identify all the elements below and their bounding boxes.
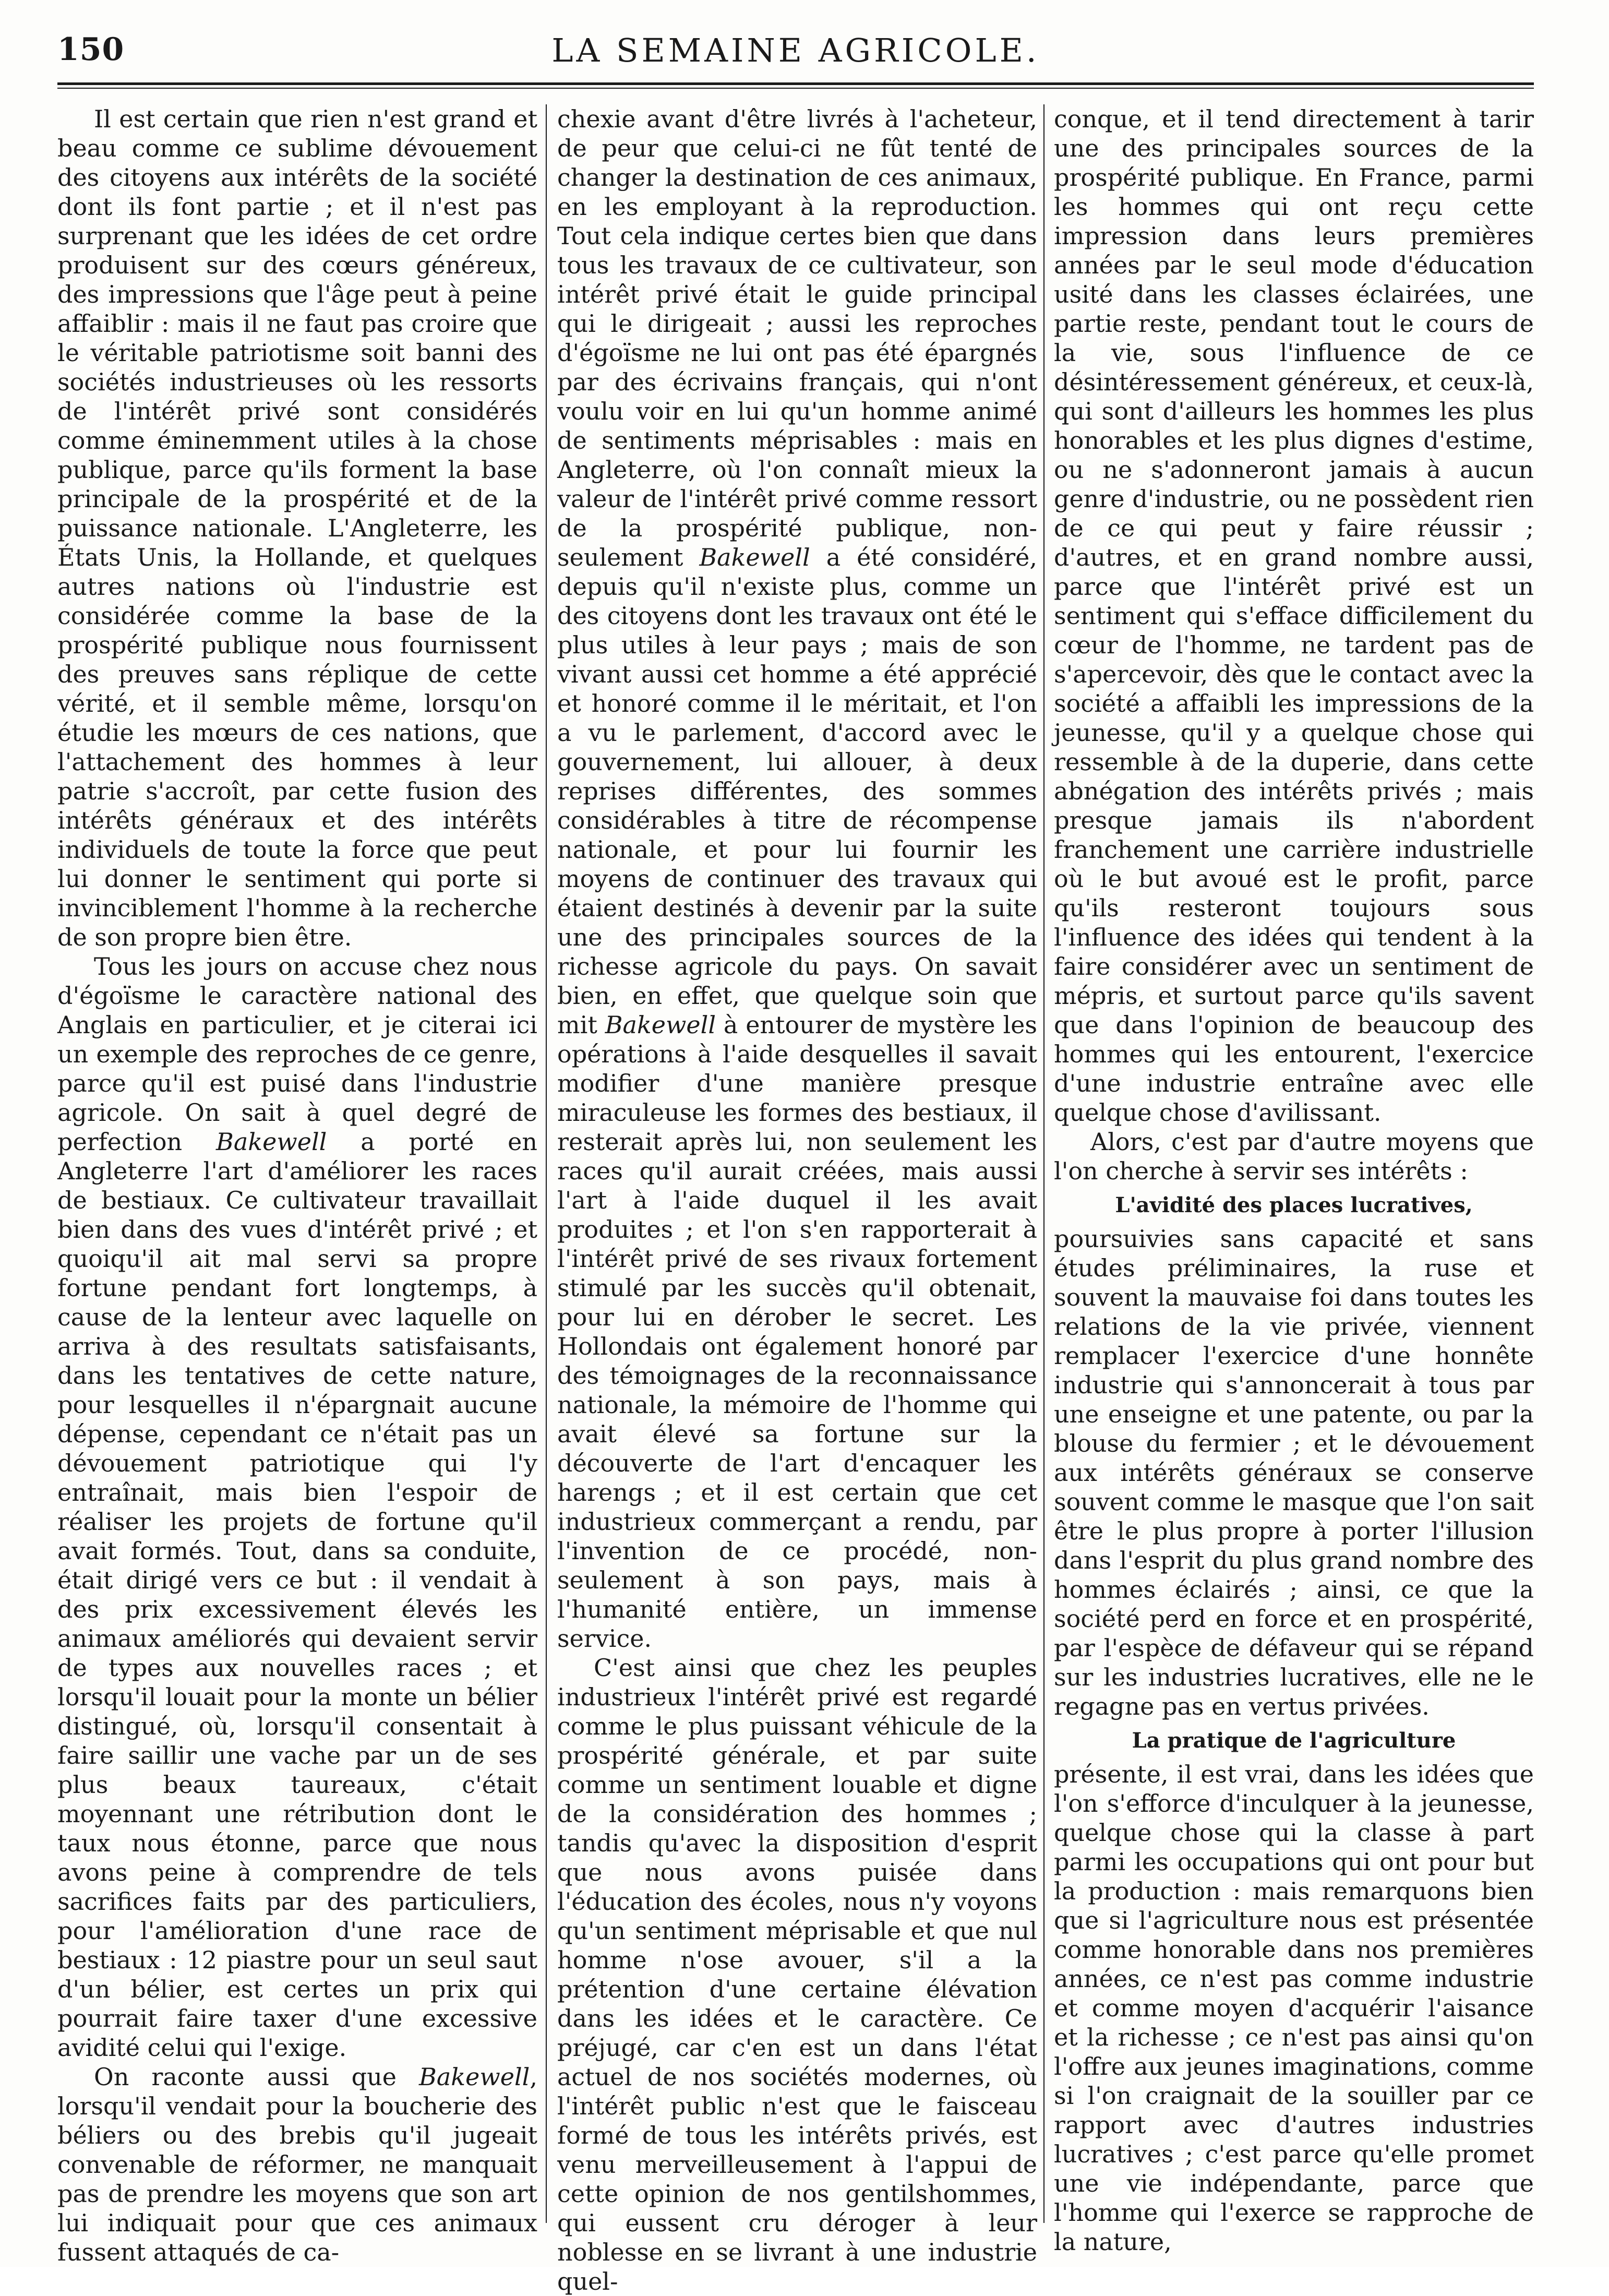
section-heading: L'avidité des places lucratives, [1115, 1193, 1473, 1217]
paragraph [557, 104, 1037, 1653]
column-divider [546, 104, 547, 2223]
section-heading: La pratique de l'agriculture [1132, 1728, 1456, 1753]
text-run: a été considéré, depuis qu'il n'existe plus, comme un des citoyens dont les travaux ont été le plus utiles à leur pays ; mais de son vivant aussi cet homme a été apprécié et honoré comme il le méritait, et l'on a vu le parlement, d'accord avec le gouvernement, lui allouer, à deux reprises différentes, des sommes considérables à titre de récompense nationale, et pour lui fournir les moyens de continuer des travaux qui étaient destinés à devenir par la suite une des principales sources de la richesse agricole du pays. On savait bien, en effet, que quelque soin que mit [557, 543, 1037, 1039]
paragraph: présente, il est vrai, dans les idées que l'on s'efforce d'inculquer à la jeunesse, quelque chose qui la classe à part parmi les occupations qui ont pour but la production : mais remarquons bien que si l'agriculture nous est présentée comme honorable dans nos premières années, ce n'est pas comme industrie et comme moyen d'acquérir l'aisance et la richesse ; ce n'est pas ainsi qu'on l'offre aux jeunes imaginations, comme si l'on craignait de la souiller par ce rapport avec d'autres industries lucratives ; c'est parce qu'elle promet une vie indépendante, parce que l'homme qui l'exerce se rapproche de la nature, [1054, 1760, 1534, 2256]
person-name: Bakewell [419, 2063, 530, 2091]
text-run: a porté en Angleterre l'art d'améliorer les races de bestiaux. Ce cultivateur travaillait bien dans des vues d'intérêt privé ; et quoiqu'il ait mal servi sa propre fortune pendant fort longtemps, à cause de la lenteur avec laquelle on arriva à des resultats satisfaisants, dans les tentatives de cette nature, pour lesquelles il n'épargnait aucune dépense, cependant ce n'était pas un dévouement patriotique qui l'y entraînait, mais bien l'espoir de réaliser les projets de fortune qu'il avait formés. Tout, dans sa conduite, était dirigé vers ce but : il vendait à des prix excessivement élevés les animaux améliorés qui devaient servir de types aux nouvelles races ; et lorsqu'il louait pour la monte un bélier distingué, où, lorsqu'il consentait à faire saillir une vache par un de ses plus beaux taureaux, c'était moyennant une rétribution dont le taux nous étonne, parce que nous avons peine à comprendre de tels sacrifices faits par des particuliers, pour l'amélioration d'une race de bestiaux : 12 piastre pour un seul saut d'un bélier, est certes un prix qui pourrait faire taxer d'une excessive avidité celui qui l'exige. [57, 1128, 538, 2062]
paragraph: conque, et il tend directement à tarir une des principales sources de la prospérité publique. En France, parmi les hommes qui ont reçu cette impression dans leurs premières années par le seul mode d'éducation usité dans les classes éclairées, une partie reste, pendant tout le cours de la vie, sous l'influence de ce désintéressement généreux, et ceux-là, qui sont d'ailleurs les hommes les plus honorables et les plus dignes d'estime, ou ne s'adonneront jamais à aucun genre d'industrie, ou ne possèdent rien de ce qui peut y faire réussir ; d'autres, et en grand nombre aussi, parce que l'intérêt privé est un sentiment qui s'efface difficilement du cœur de l'homme, ne tardent pas de s'apercevoir, dès que le contact avec la société a affaibli les impressions de la jeunesse, qu'il y a quelque chose qui ressemble à de la duperie, dans cette abnégation des intérêts privés ; mais presque jamais ils n'abordent franchement une carrière industrielle où le but avoué est le profit, parce qu'ils resteront toujours sous l'influence des idées qui tendent à la faire considérer avec un sentiment de mépris, et surtout parce qu'ils savent que dans l'opinion de beaucoup des hommes qui les entourent, l'exercice d'une industrie entraîne avec elle quelque chose d'avilissant. [1054, 105, 1534, 1127]
paragraph [57, 952, 537, 2062]
journal-title: LA SEMAINE AGRICOLE. [551, 31, 1040, 69]
person-name: Bakewell [216, 1128, 327, 1156]
page-header [57, 31, 1534, 73]
text-run: chexie avant d'être livrés à l'acheteur, de peur que celui-ci ne fût tenté de changer la destination de ces animaux, en les employant à la reproduction. Tout cela indique certes bien que dans tous les travaux de ce cultivateur, son intérêt privé était le guide principal qui le dirigeait ; aussi les reproches d'égoïsme ne lui ont pas été épargnés par des écrivains français, qui n'ont voulu voir en lui qu'un homme animé de sentiments méprisables : mais en Angleterre, où l'on connaît mieux la valeur de l'intérêt privé comme ressort de la prospérité publique, non-seulement [557, 105, 1037, 571]
text-run: , lorsqu'il vendait pour la boucherie des béliers ou des brebis qu'il jugeait convenable de réformer, ne manquait pas de prendre les moyens que son art lui indiquait pour que ces animaux fussent attaqués de ca- [57, 2063, 537, 2266]
paragraph: C'est ainsi que chez les peuples industrieux l'intérêt privé est regardé comme le plus puissant véhicule de la prospérité générale, et par suite comme un sentiment louable et digne de la considération des hommes ; tandis qu'avec la disposition d'esprit que nous avons puisée dans l'éducation des écoles, nous n'y voyons qu'un sentiment méprisable et que nul homme n'ose avouer, s'il a la prétention d'une certaine élévation dans les idées et le caractère. Ce préjugé, car c'en est un dans l'état actuel de nos sociétés modernes, où l'intérêt public n'est que le faisceau formé de tous les intérêts privés, est venu merveilleusement à l'appui de cette opinion de nos gentilshommes, qui eussent cru déroger à leur noblesse en se livrant à une industrie quel- [557, 1654, 1037, 2295]
header-rule-thick [57, 82, 1534, 85]
article-columns [57, 104, 1534, 2295]
column-divider [1043, 104, 1044, 2223]
page-number: 150 [57, 31, 125, 68]
paragraph: Alors, c'est par d'autre moyens que l'on cherche à servir ses intérêts : [1054, 1128, 1534, 1185]
column-3 [1054, 104, 1534, 2256]
text-run: à entourer de mystère les opérations à l'aide desquelles il savait modifier d'une manière presque miraculeuse les formes des bestiaux, il resterait après lui, non seulement les races qu'il aurait créées, mais aussi l'art à l'aide duquel il les avait produites ; et l'on s'en rapporterait à l'intérêt privé de ses rivaux fortement stimulé par les succès qu'il obtenait, pour lui en dérober le secret. Les Hollondais ont également honoré par des témoignages de la reconnaissance nationale, la mémoire de l'homme qui avait élevé sa fortune sur la découverte de l'art d'encaquer les harengs ; et il est certain que cet industrieux commerçant a rendu, par l'invention de ce procédé, non-seulement à son pays, mais à l'humanité entière, un immense service. [557, 1011, 1037, 1653]
person-name: Bakewell [699, 543, 810, 571]
text-run: Tous les jours on accuse chez nous d'égoïsme le caractère national des Anglais en particulier, et je citerai ici un exemple des reproches de ce genre, parce qu'il est puisé dans l'industrie agricole. On sait à quel degré de perfection [57, 952, 537, 1156]
paragraph: Il est certain que rien n'est grand et beau comme ce sublime dévouement des citoyens aux intérêts de la société dont ils font partie ; et il n'est pas surprenant que les idées de cet ordre produisent sur des cœurs généreux, des impressions que l'âge peut à peine affaiblir : mais il ne faut pas croire que le véritable patriotisme soit banni des sociétés industrieuses où les ressorts de l'intérêt privé sont considérés comme éminemment utiles à la chose publique, parce qu'ils forment la base principale de la prospérité et de la puissance nationale. L'Angleterre, les États Unis, la Hollande, et quelques autres nations où l'industrie est considérée comme la base de la prospérité publique nous fournissent des preuves sans réplique de cette vérité, et il semble même, lorsqu'on étudie les mœurs de ces nations, que l'attachement des hommes à leur patrie s'accroît, par cette fusion des intérêts généraux et des intérêts individuels de toute la force que peut lui donner le sentiment qui porte si invinciblement l'homme à la recherche de son propre bien être. [57, 105, 537, 951]
header-rule-thin [57, 88, 1534, 89]
column-2 [557, 104, 1037, 2295]
person-name: Bakewell [605, 1011, 716, 1039]
text-run: On raconte aussi que [94, 2063, 419, 2091]
paragraph [57, 2062, 537, 2267]
column-1 [57, 104, 538, 2266]
paragraph: poursuivies sans capacité et sans études préliminaires, la ruse et souvent la mauvaise foi dans toutes les relations de la vie privée, viennent remplacer l'exercice d'une honnête industrie qui s'annoncerait à tous par une enseigne et une patente, ou par la blouse du fermier ; et le dévouement aux intérêts généraux se conserve souvent comme le masque que l'on sait être le plus propre à porter l'illusion dans l'esprit du plus grand nombre des hommes éclairés ; ainsi, ce que la société perd en force et en prospérité, par l'espèce de défaveur qui se répand sur les industries lucratives, elle ne le regagne pas en vertus privées. [1054, 1225, 1534, 1720]
